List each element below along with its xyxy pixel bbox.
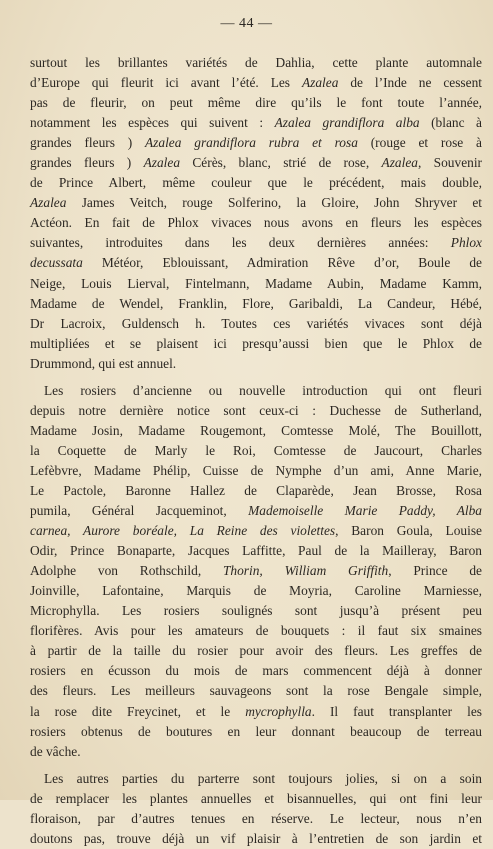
text-line: Microphylla. Les rosiers soulignés sont jusqu’à présent peu <box>30 603 482 619</box>
text-line: florifères. Avis pour les amateurs de bouquets : il faut six smaines <box>30 623 482 639</box>
text-line: Madame Josin, Madame Rougemont, Comtesse Molé, The Bouillott, <box>30 422 482 438</box>
paragraph-gap <box>30 762 482 769</box>
text-line: de vâche. <box>30 743 81 759</box>
text-line: à partir de la taille du rosier pour avoir des fleurs. Les greffes de <box>30 643 482 659</box>
text-line: Neige, Louis Lierval, Fintelmann, Madame Aubin, Madame Kamm, <box>30 275 482 291</box>
paragraph <box>30 53 482 374</box>
text-line: surtout les brillantes variétés de Dahlia, cette plante automnale <box>30 55 482 70</box>
text-line: Les autres parties du parterre sont toujours jolies, si on a soin <box>44 770 482 786</box>
text-line: grandes fleurs ) Azalea Cérès, blanc, strié de rose, Azalea, Souvenir <box>30 155 483 171</box>
text-line: Dr Lacroix, Guldensch h. Toutes ces variétés vivaces sont déjà <box>30 315 482 331</box>
text-line: rosiers obtenus de boutures en leur donnant beaucoup de terreau <box>30 723 482 739</box>
text-line: Adolphe von Rothschild, Thorin, William Griffith, Prince de <box>30 563 483 579</box>
text-line: des fleurs. Les meilleurs sauvageons sont la rose Bengale simple, <box>30 683 482 699</box>
text-line: Le Pactole, Baronne Hallez de Claparède, Jean Brosse, Rosa <box>30 482 482 498</box>
text-line: carnea, Aurore boréale, La Reine des violettes, Baron Goula, Louise <box>30 523 482 539</box>
text-line: floraison, par d’autres tenues en réserve. Le lecteur, nous n’en <box>30 810 482 826</box>
text-line: doutons pas, trouve déjà un vif plaisir à l’entretien de son jardin et <box>30 830 482 846</box>
text-line: de remplacer les plantes annuelles et bisannuelles, qui ont fini leur <box>30 790 482 806</box>
paragraph <box>30 769 482 849</box>
paragraph-gap <box>30 374 482 381</box>
text-line: Lefèbvre, Madame Phélip, Cuisse de Nymphe d’un ami, Anne Marie, <box>30 462 482 478</box>
text-line: Joinville, Lafontaine, Marquis de Moyria, Caroline Marniesse, <box>30 583 482 599</box>
text-line: grandes fleurs ) Azalea grandiflora rubra et rosa (rouge et rose à <box>30 135 482 151</box>
text-line: depuis notre dernière notice sont ceux-ci : Duchesse de Sutherland, <box>30 402 482 418</box>
text-line: Azalea James Veitch, rouge Solferino, la Gloire, John Shryver et <box>30 195 482 211</box>
page-number: — 44 — <box>220 16 273 31</box>
text-line: Madame de Wendel, Franklin, Flore, Garibaldi, La Candeur, Hébé, <box>30 295 482 311</box>
paragraph <box>30 381 482 762</box>
body-text <box>30 53 482 849</box>
text-line: d’Europe qui fleurit ici avant l’été. Les Azalea de l’Inde ne cessent <box>30 75 483 91</box>
text-line: Odir, Prince Bonaparte, Jacques Laffitte, Paul de la Mailleray, Baron <box>30 543 482 559</box>
text-line: Actéon. En fait de Phlox vivaces nous avons en fleurs les espèces <box>30 215 482 231</box>
text-line: la rose dite Freycinet, et le mycrophylla. Il faut transplanter les <box>30 703 482 719</box>
text-line: de Prince Albert, même couleur que le précédent, mais double, <box>30 175 482 191</box>
text-line: notamment les espèces qui suivent : Azalea grandiflora alba (blanc à <box>30 115 483 131</box>
text-line: Drummond, qui est annuel. <box>30 355 177 371</box>
text-line: decussata Météor, Eblouissant, Admiration Rêve d’or, Boule de <box>30 255 482 271</box>
text-line: rosiers en écusson du mois de mars commencent déjà à donner <box>30 663 482 679</box>
text-line: la Coquette de Marly le Roi, Comtesse de Jaucourt, Charles <box>30 442 482 458</box>
text-line: suivantes, introduites dans les deux dernières années: Phlox <box>30 235 482 251</box>
text-line: multipliées et se plaisent ici presqu’aussi bien que le Phlox de <box>30 335 482 351</box>
text-line: pas de fleurir, on peut même dire qu’ils le font toute l’année, <box>30 95 482 111</box>
text-line: pumila, Général Jacqueminot, Mademoiselle Marie Paddy, Alba <box>30 503 483 519</box>
text-line: Les rosiers d’ancienne ou nouvelle introduction qui ont fleuri <box>44 382 482 398</box>
